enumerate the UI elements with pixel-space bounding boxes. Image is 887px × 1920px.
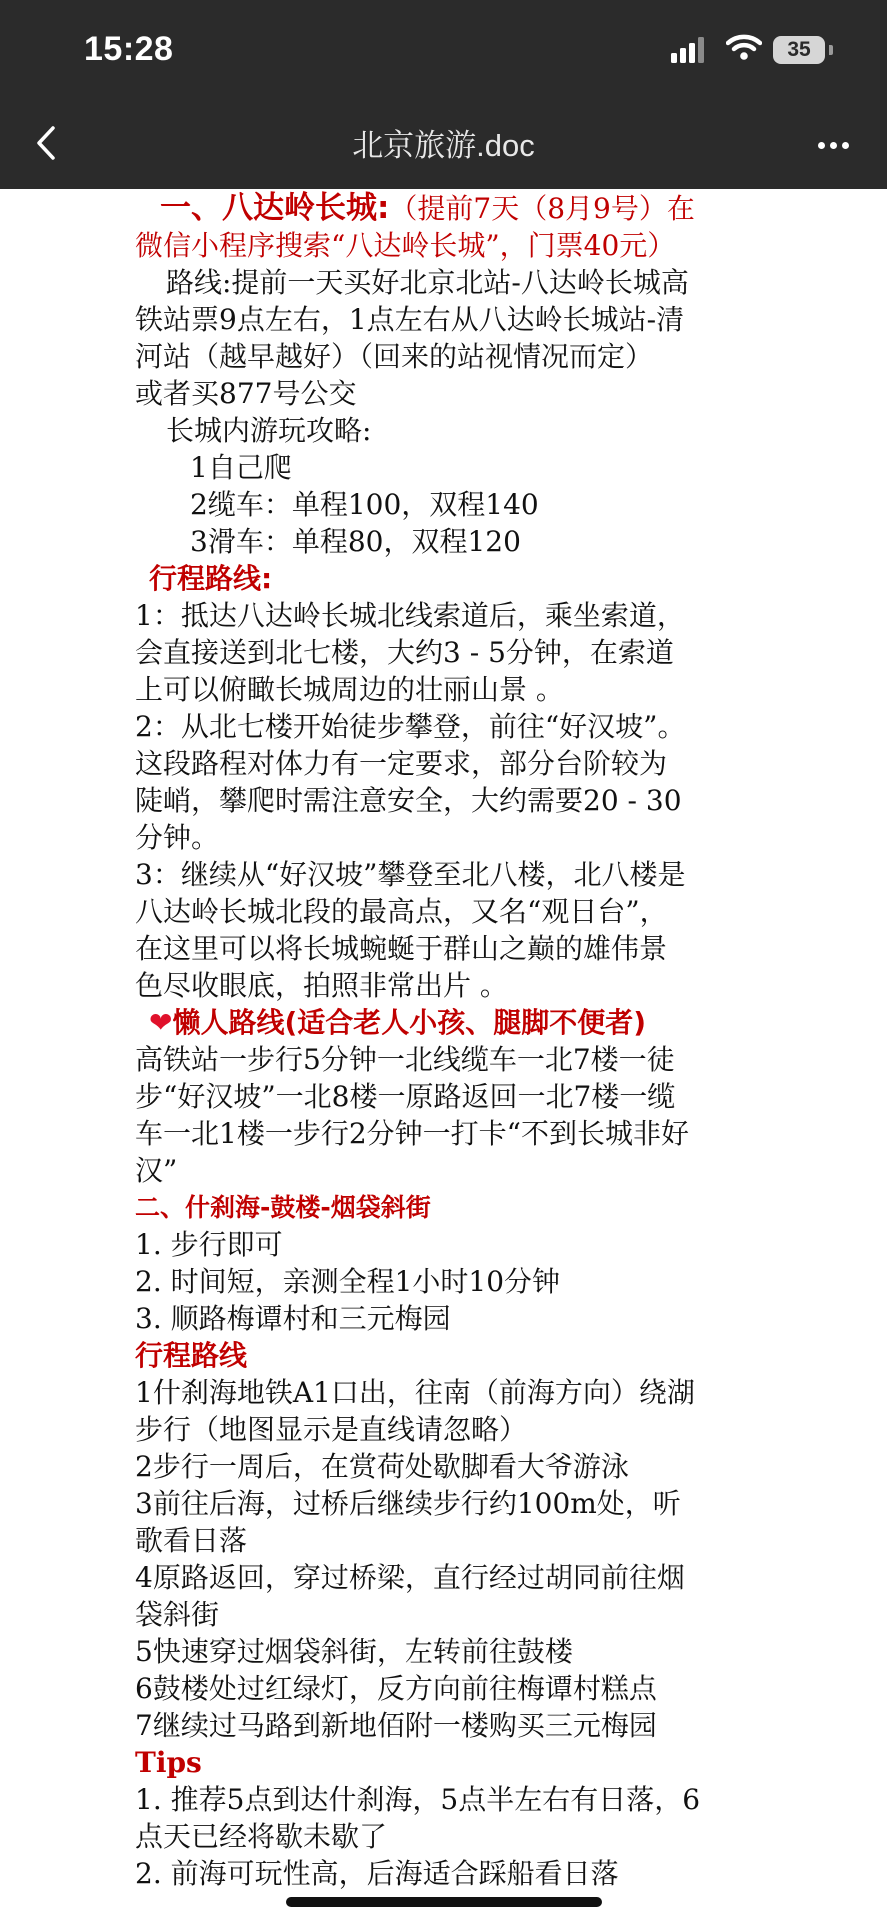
section-1-note-cont: 微信小程序搜索“八达岭长城”，门票40元） [135,229,676,262]
itinerary-line: 1什刹海地铁A1口出，往南（前海方向）绕湖 [135,1376,695,1409]
lazy-route-line: 汉” [135,1154,178,1187]
wifi-icon [726,33,762,61]
route-line: 或者买877号公交 [135,377,357,410]
itinerary-line: 这段路程对体力有一定要求，部分台阶较为 [135,747,668,780]
section-1-heading-line [160,190,755,227]
itinerary-line: 5快速穿过烟袋斜街，左转前往鼓楼 [135,1635,573,1668]
document-body [135,190,755,1892]
itinerary-heading-2: 行程路线 [135,1339,248,1372]
guide-item: 2缆车：单程100，双程140 [190,488,539,521]
itinerary-line: 八达岭长城北段的最高点，又名“观日台”， [135,895,668,928]
itinerary-line: 步行（地图显示是直线请忽略） [135,1413,528,1446]
itinerary-heading: 行程路线: [149,562,273,595]
itinerary-line: 2：从北七楼开始徒步攀登，前往“好汉坡”。 [135,710,686,743]
heart-icon: ❤ [149,1006,173,1039]
lazy-route-heading: 懒人路线(适合老人小孩、腿脚不便者) [172,1006,647,1039]
battery-icon: 35 [773,36,825,64]
itinerary-line: 在这里可以将长城蜿蜒于群山之巅的雄伟景 [135,932,668,965]
guide-heading: 长城内游玩攻略: [166,414,372,447]
itinerary-line: 分钟。 [135,821,220,854]
itinerary-line: 3前往后海，过桥后继续步行约100m处，听 [135,1487,681,1520]
itinerary-line: 歌看日落 [135,1524,248,1557]
more-dot-icon [830,142,837,149]
route-line: 铁站票9点左右，1点左右从八达岭长城站-清 [135,303,685,336]
more-dot-icon [842,142,849,149]
itinerary-line: 2步行一周后，在赏荷处歇脚看大爷游泳 [135,1450,629,1483]
itinerary-line: 6鼓楼处过红绿灯，反方向前往梅谭村糕点 [135,1672,657,1705]
itinerary-line: 7继续过马路到新地佰附一楼购买三元梅园 [135,1709,657,1742]
tips-line: 1. 推荐5点到达什刹海，5点半左右有日落，6 [135,1783,701,1816]
guide-item: 1自己爬 [190,451,292,484]
lazy-route-line: 步“好汉坡”一北8楼一原路返回一北7楼一缆 [135,1080,676,1113]
itinerary-line: 3：继续从“好汉坡”攀登至北八楼，北八楼是 [135,858,686,891]
itinerary-line: 上可以俯瞰长城周边的壮丽山景 。 [135,673,564,706]
document-title: 北京旅游.doc [352,128,535,163]
list-item: 2. 时间短，亲测全程1小时10分钟 [135,1265,561,1298]
battery-cap [829,45,833,55]
itinerary-line: 4原路返回，穿过桥梁，直行经过胡同前往烟 [135,1561,685,1594]
more-dot-icon [818,142,825,149]
guide-item: 3滑车：单程80，双程120 [190,525,521,558]
list-item: 3. 顺路梅谭村和三元梅园 [135,1302,451,1335]
tips-heading: Tips [135,1746,202,1779]
home-indicator[interactable] [286,1897,602,1907]
itinerary-line: 陡峭，攀爬时需注意安全，大约需要20 - 30 [135,784,682,817]
status-time: 15:28 [84,30,174,68]
list-item: 1. 步行即可 [135,1228,283,1261]
section-2-heading: 二、什刹海-鼓楼-烟袋斜街 [135,1193,431,1222]
section-1-heading: 一、八达岭长城: [160,190,390,226]
itinerary-line: 袋斜街 [135,1598,220,1631]
route-line: 路线:提前一天买好北京北站-八达岭长城高 [166,266,689,299]
tips-line: 2. 前海可玩性高，后海适合踩船看日落 [135,1857,619,1890]
route-line: 河站（越早越好）（回来的站视情况而定） [135,340,654,373]
lazy-route-heading-line [149,1004,755,1041]
itinerary-line: 会直接送到北七楼，大约3 - 5分钟，在索道 [135,636,674,669]
more-options-button[interactable] [808,130,858,160]
lazy-route-line: 车一北1楼一步行2分钟一打卡“不到长城非好 [135,1117,689,1150]
section-1-note: （提前7天（8月9号）在 [389,192,695,225]
lazy-route-line: 高铁站一步行5分钟一北线缆车一北7楼一徒 [135,1043,675,1076]
itinerary-line: 1：抵达八达岭长城北线索道后，乘坐索道， [135,599,685,632]
app-header [0,0,887,189]
itinerary-line: 色尽收眼底，拍照非常出片 。 [135,969,508,1002]
tips-line: 点天已经将歇未歇了 [135,1820,388,1853]
cellular-signal-icon [671,37,705,63]
